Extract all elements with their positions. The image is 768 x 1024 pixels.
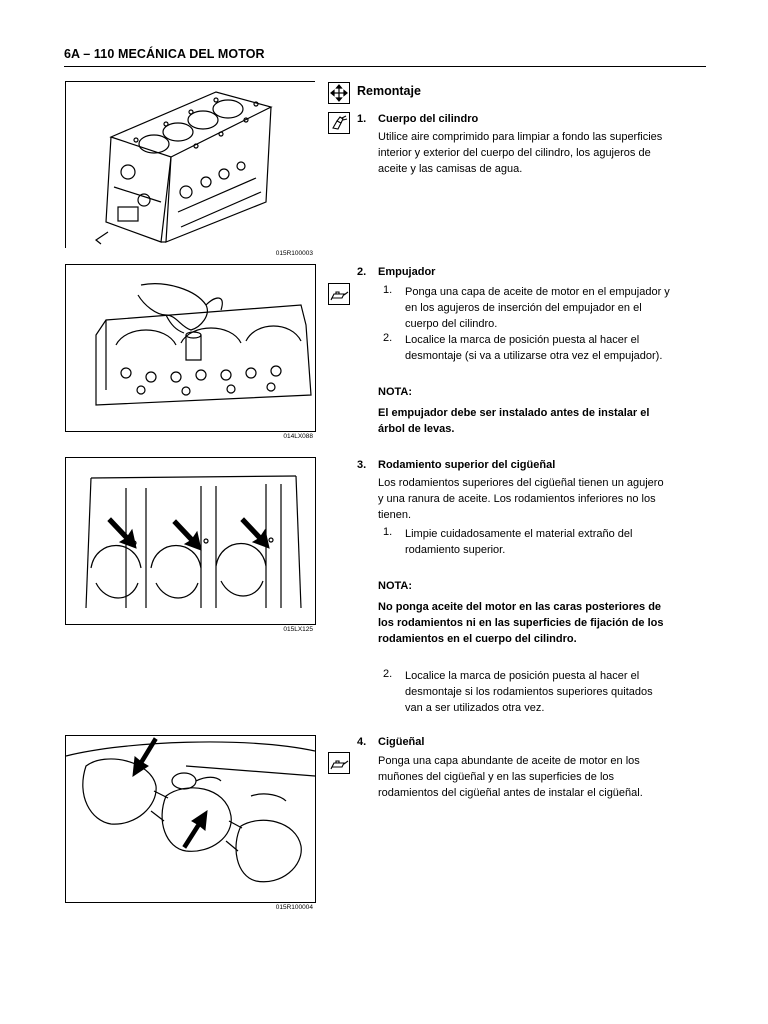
text-line: desmontaje si los rodamientos superiores quitados [405, 686, 653, 698]
item-title-upper-bearing: Rodamiento superior del cigüeñal [378, 459, 556, 471]
sub-number: 1. [383, 284, 393, 296]
item-text-upper-bearing [378, 475, 708, 523]
item-number: 1. [357, 113, 367, 125]
figure-code: 015R100003 [275, 250, 313, 257]
text-line: tienen. [378, 509, 412, 521]
text-line: van a ser utilizados otra vez. [405, 702, 545, 714]
reassembly-arrows-icon [328, 82, 350, 104]
text-line: árbol de levas. [378, 423, 455, 435]
item-text-crankshaft [378, 753, 708, 801]
item-title-cylinder-body: Cuerpo del cilindro [378, 113, 479, 125]
text-line: Utilice aire comprimido para limpiar a fondo las superficies [378, 131, 663, 143]
text-line: muñones del cigüeñal y en las superficies de los [378, 771, 615, 783]
oil-can-icon [328, 752, 350, 774]
item-title-tappet: Empujador [378, 266, 436, 278]
section-title: Remontaje [357, 84, 421, 98]
text-line: aceite y las camisas de agua. [378, 163, 523, 175]
sub-text-reuse-bearing [405, 668, 710, 716]
figure-crankshaft [65, 735, 316, 903]
text-line: desmontaje (si va a utilizarse otra vez el empujador). [405, 350, 663, 362]
item-title-crankshaft: Cigüeñal [378, 736, 425, 748]
compressed-air-icon [328, 112, 350, 134]
text-line: Ponga una capa de aceite de motor en el empujador y [405, 286, 670, 298]
text-line: y una ranura de aceite. Los rodamientos inferiores no los [378, 493, 656, 505]
sub-number: 2. [383, 668, 393, 680]
note-text-tappet [378, 405, 708, 437]
text-line: rodamiento superior. [405, 544, 506, 556]
figure-code: 015LX125 [283, 626, 313, 633]
figure-upper-bearing [65, 457, 316, 625]
header-rule [64, 66, 706, 67]
text-line: rodamientos del cigüeñal antes de instalar el cigüeñal. [378, 787, 643, 799]
item-text-cylinder-body [378, 129, 708, 177]
cylinder-block-drawing [66, 82, 315, 248]
sub-number: 1. [383, 526, 393, 538]
oil-can-icon [328, 283, 350, 305]
note-label: NOTA: [378, 386, 413, 398]
text-line: No ponga aceite del motor en las caras posteriores de [378, 601, 662, 613]
sub-text-apply-oil [405, 284, 710, 332]
crankshaft-drawing [66, 736, 315, 902]
text-line: los rodamientos ni en las superficies de fijación de los [378, 617, 664, 629]
text-line: El empujador debe ser instalado antes de instalar el [378, 407, 650, 419]
figure-code: 015R100004 [275, 904, 313, 911]
bearing-drawing [66, 458, 315, 624]
note-label: NOTA: [378, 580, 413, 592]
text-line: Localice la marca de posición puesta al hacer el [405, 334, 640, 346]
sub-number: 2. [383, 332, 393, 344]
text-line: interior y exterior del cuerpo del cilindro, los agujeros de [378, 147, 651, 159]
text-line: Ponga una capa abundante de aceite de motor en los [378, 755, 640, 767]
text-line: rodamientos en el cuerpo del cilindro. [378, 633, 577, 645]
text-line: Limpie cuidadosamente el material extraño del [405, 528, 633, 540]
page-header: 6A – 110 MECÁNICA DEL MOTOR [64, 47, 265, 61]
text-line: cuerpo del cilindro. [405, 318, 498, 330]
sub-text-position-mark [405, 332, 710, 364]
figure-cylinder-block [65, 81, 315, 248]
sub-text-clean-bearing [405, 526, 710, 558]
item-number: 2. [357, 266, 367, 278]
tappet-drawing [66, 265, 315, 431]
item-number: 4. [357, 736, 367, 748]
figure-tappet-install [65, 264, 316, 432]
item-number: 3. [357, 459, 367, 471]
figure-code: 014LX088 [283, 433, 313, 440]
text-line: en los agujeros de inserción del empujador en el [405, 302, 642, 314]
text-line: Los rodamientos superiores del cigüeñal tienen un agujero [378, 477, 664, 489]
text-line: Localice la marca de posición puesta al hacer el [405, 670, 640, 682]
note-text-bearing [378, 599, 713, 647]
